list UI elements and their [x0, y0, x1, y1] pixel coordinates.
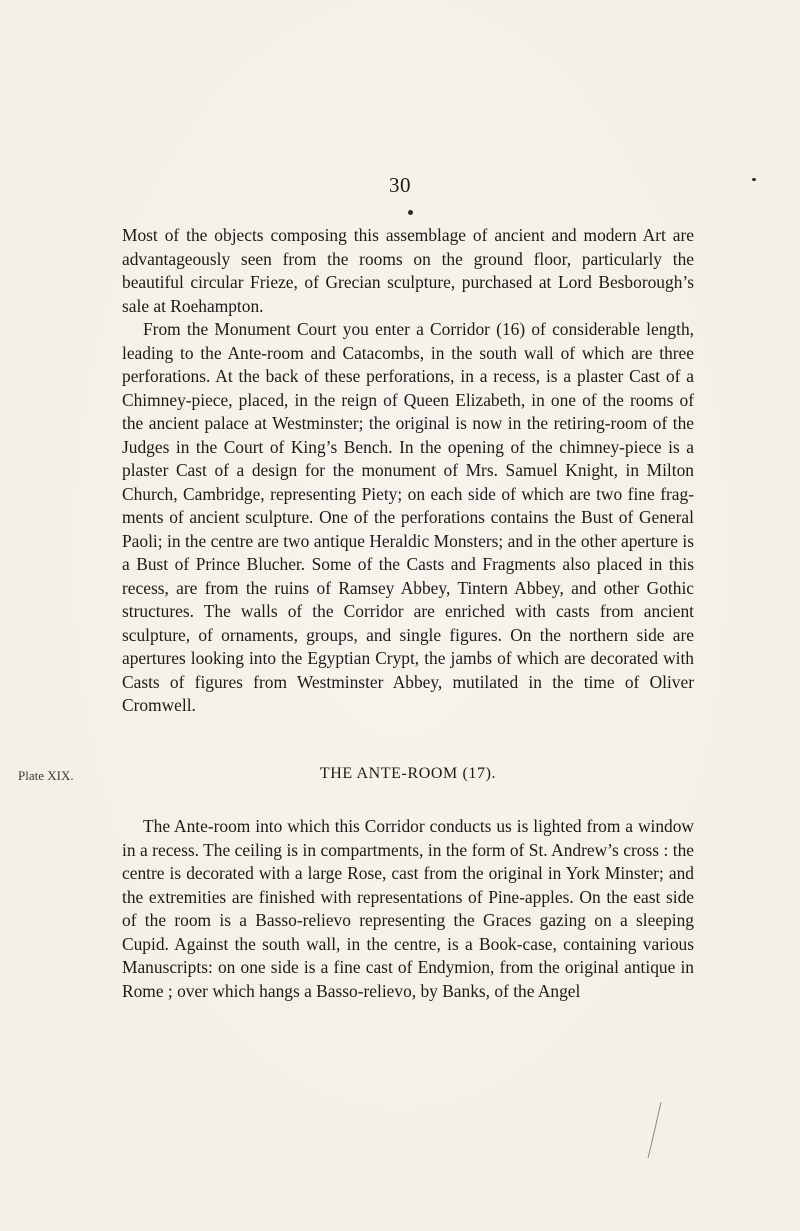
plate-margin-note: Plate XIX.	[18, 768, 74, 783]
section-heading: THE ANTE-ROOM (17).	[319, 765, 497, 782]
ink-speck	[752, 178, 756, 181]
paragraph-intro: Most of the objects composing this assemblage of ancient and modern Art are advantageously seen from the rooms on the ground floor, particularly the beautiful circular Frieze, of Grecian sculpture, purchased at Lord Besborough’s sale at Roehampton.	[122, 225, 694, 316]
section-text-block	[122, 815, 694, 1003]
main-text-block	[122, 224, 694, 718]
paragraph-ante-room: The Ante-room into which this Corridor conducts us is lighted from a window in a recess. The ceiling is in compartments, in the form of St. Andrew’s cross : the centre is decorated with a large Rose, cast from the original in York Minster; and the extremities are finished with representations of Pine-apples. On the east side of the room is a Basso-relievo representing the Graces gazing on a sleeping Cupid. Against the south wall, in the centre, is a Book-case, containing various Manuscripts: on one side is a fine cast of Endymion, from the original antique in Rome ; over which hangs a Basso-relievo, by Banks, of the Angel	[122, 816, 694, 1001]
page-number: 30	[389, 173, 411, 197]
stray-pencil-mark	[645, 1100, 665, 1160]
ink-speck	[408, 210, 413, 215]
paragraph-corridor: From the Monument Court you enter a Corridor (16) of considerable length, leading to the Ante-room and Catacombs, in the south wall of which are three perforations. At the back of these perforations, in a recess, is a plaster Cast of a Chimney-piece, placed, in the reign of Queen Elizabeth, in one of the rooms of the ancient palace at Westminster; the original is now in the retiring-room of the Judges in the Court of King’s Bench. In the opening of the chimney-piece is a plaster Cast of a design for the monument of Mrs. Samuel Knight, in Milton Church, Cambridge, representing Piety; on each side of which are two fine fragments of ancient sculpture. One of the perforations contains the Bust of General Paoli; in the centre are two antique Heraldic Monsters; and in the other aperture is a Bust of Prince Blucher. Some of the Casts and Fragments also placed in this recess, are from the ruins of Ramsey Abbey, Tintern Abbey, and other Gothic structures. The walls of the Corridor are enriched with casts from ancient sculpture, of ornaments, groups, and single figures. On the northern side are apertures looking into the Egyptian Crypt, the jambs of which are decorated with Casts of figures from Westminster Abbey, mutilated in the time of Oliver Cromwell.	[122, 319, 694, 715]
